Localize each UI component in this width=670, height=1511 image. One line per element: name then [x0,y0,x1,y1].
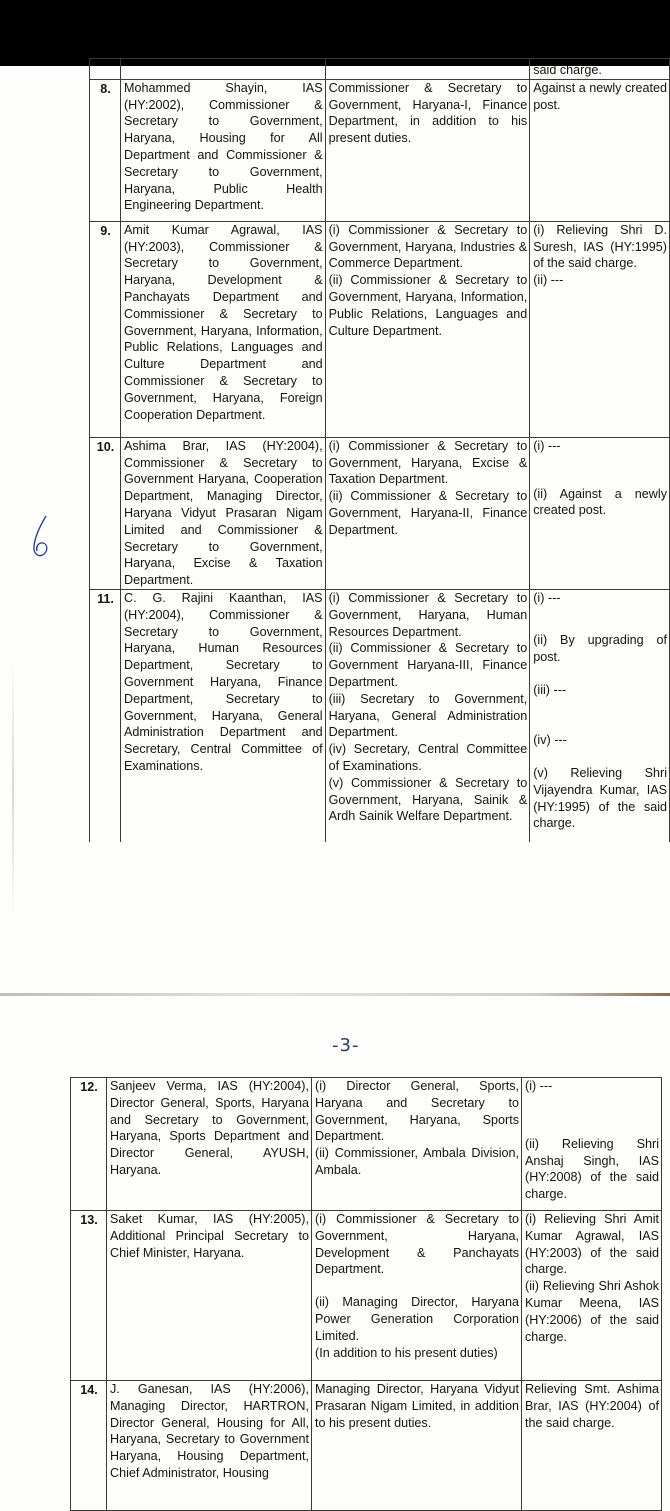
officer-cell [120,221,325,437]
remarks-text: Against a newly created post. [533,80,667,112]
remarks-cell [522,1078,662,1211]
posting-text: (iii) Secretary to Government, Haryana, General Administration Department. [328,691,528,740]
page-edge [0,993,670,996]
posting-text: (i) Commissioner & Secretary to Government, Haryana, Industries & Commerce Department. [328,222,528,271]
posting-cell [312,1211,522,1381]
officer-text: Amit Kumar Agrawal, IAS (HY:2003), Commissioner & Secretary to Government, Haryana, Development & Panchayats Department and Commissioner & Secretary to Government, Haryana, Information, Public Relations, Languages and Culture Department and Commissioner & Secretary to Government, Haryana, Foreign Cooperation Department. [123,222,323,422]
row-number: 9. [90,221,121,437]
row-number [90,59,121,80]
remarks-text: (i) --- [533,590,561,605]
posting-text: (ii) Commissioner & Secretary to Government Haryana-III, Finance Department. [328,641,528,689]
posting-cell [312,1381,522,1511]
posting-cell [325,437,530,589]
remarks-cell [530,221,670,437]
top-black-bar [0,0,670,66]
row-number: 12. [71,1078,107,1211]
remarks-cell [522,1381,662,1511]
table-row [71,1211,662,1381]
posting-text: (i) Commissioner & Secretary to Government, Haryana, Human Resources Department. [328,590,528,639]
posting-text: (iv) Secretary, Central Committee of Examinations. [328,742,528,773]
officer-text: J. Ganesan, IAS (HY:2006), Managing Director, HARTRON, Director General, Housing for All, Haryana, Secretary to Government Haryana, Housing Department, Chief Administrator, Housing [110,1382,309,1480]
remarks-text: said charge. [533,63,602,77]
remarks-text: (iv) --- [533,733,567,748]
posting-cell [312,1078,522,1211]
posting-text: (ii) Commissioner, Ambala Division, Ambala. [315,1146,519,1177]
officer-cell [107,1381,312,1511]
remarks-text: (ii) Relieving Shri Anshaj Singh, IAS (HY:2008) of the said charge. [525,1136,659,1202]
posting-text: (In addition to his present duties) [315,1345,498,1360]
table-row [90,437,670,589]
table-row [71,1381,662,1511]
officer-cell [120,79,325,221]
handwritten-mark [30,512,56,562]
scan-shadow [12,660,14,920]
officer-text: C. G. Rajini Kaanthan, IAS (HY:2004), Commissioner & Secretary to Government, Haryana, Human Resources Department, Secretary to Government Haryana, Finance Department, Secretary to Government, Haryana, General Administration Department and Secretary, Central Committee of Examinations. [123,590,323,773]
posting-text: (ii) Commissioner & Secretary to Government, Haryana, Information, Public Relations, Languages and Culture Department. [328,273,528,338]
posting-text: (i) Commissioner & Secretary to Government, Haryana, Development & Panchayats Department. [315,1212,519,1277]
posting-cell [325,589,530,844]
remarks-cell [530,437,670,589]
posting-text: (ii) Commissioner & Secretary to Government, Haryana-II, Finance Department. [328,489,528,537]
posting-text: (ii) Managing Director, Haryana Power Generation Corporation Limited. [315,1295,519,1343]
officer-cell [120,437,325,589]
remarks-text: (ii) By upgrading of post. [533,632,667,664]
remarks-text: Relieving Smt. Ashima Brar, IAS (HY:2004) of the said charge. [525,1382,659,1430]
posting-table-page-2 [89,58,670,845]
page-number: -3- [332,1035,360,1056]
table-row [90,79,670,221]
row-number: 14. [71,1381,107,1511]
posting-text: Managing Director, Haryana Vidyut Prasaran Nigam Limited, in addition to his present duties. [315,1382,519,1430]
officer-text: Sanjeev Verma, IAS (HY:2004), Director General, Sports, Haryana and Secretary to Government, Haryana, Sports Department and Director General, AYUSH, Haryana. [110,1079,309,1177]
table-row [71,1078,662,1211]
officer-cell [120,59,325,80]
remarks-cell [530,59,670,80]
officer-cell [107,1211,312,1381]
remarks-text: (ii) Relieving Shri Ashok Kumar Meena, IAS (HY:2006) of the said charge. [525,1279,659,1344]
remarks-text: (i) --- [533,438,561,453]
posting-cell [325,79,530,221]
remarks-text: (ii) --- [533,273,564,288]
table-row [90,59,670,80]
posting-table-page-3 [70,1077,662,1511]
remarks-cell [530,589,670,844]
table-row [90,221,670,437]
row-number: 10. [90,437,121,589]
posting-text: (v) Commissioner & Secretary to Government, Haryana, Sainik & Ardh Sainik Welfare Department. [328,775,528,824]
remarks-text: (i) --- [525,1079,553,1093]
remarks-text: (iii) --- [533,683,567,698]
officer-text: Ashima Brar, IAS (HY:2004), Commissioner & Secretary to Government Haryana, Cooperation Department, Managing Director, Haryana Vidyut Prasaran Nigam Limited and Commissioner & Secretary to Government, Haryana, Excise & Taxation Department. [123,438,323,588]
officer-text: Saket Kumar, IAS (HY:2005), Additional Principal Secretary to Chief Minister, Haryana. [110,1212,309,1260]
posting-text: (i) Director General, Sports, Haryana and Secretary to Government, Haryana, Sports Department. [315,1079,519,1144]
posting-text: Commissioner & Secretary to Government, Haryana-I, Finance Department, in addition to his present duties. [328,80,528,146]
officer-text: Mohammed Shayin, IAS (HY:2002), Commissioner & Secretary to Government, Haryana, Housing for All Department and Commissioner & Secretary to Government, Haryana, Public Health Engineering Department. [123,80,323,213]
remarks-cell [530,79,670,221]
remarks-text: (i) Relieving Shri Amit Kumar Agrawal, IAS (HY:2003) of the said charge. [525,1212,659,1277]
remarks-cell [522,1211,662,1381]
officer-cell [107,1078,312,1211]
remarks-text: (i) Relieving Shri D. Suresh, IAS (HY:1995) of the said charge. [533,222,667,271]
row-number: 8. [90,79,121,221]
posting-text: (i) Commissioner & Secretary to Government, Haryana, Excise & Taxation Department. [328,438,528,487]
row-number: 11. [90,589,121,844]
remarks-text: (v) Relieving Shri Vijayendra Kumar, IAS (HY:1995) of the said charge. [533,765,667,831]
table-row [90,589,670,844]
posting-cell [325,221,530,437]
officer-cell [120,589,325,844]
remarks-text: (ii) Against a newly created post. [533,486,667,518]
page-gap [0,842,670,992]
posting-cell [325,59,530,80]
row-number: 13. [71,1211,107,1381]
